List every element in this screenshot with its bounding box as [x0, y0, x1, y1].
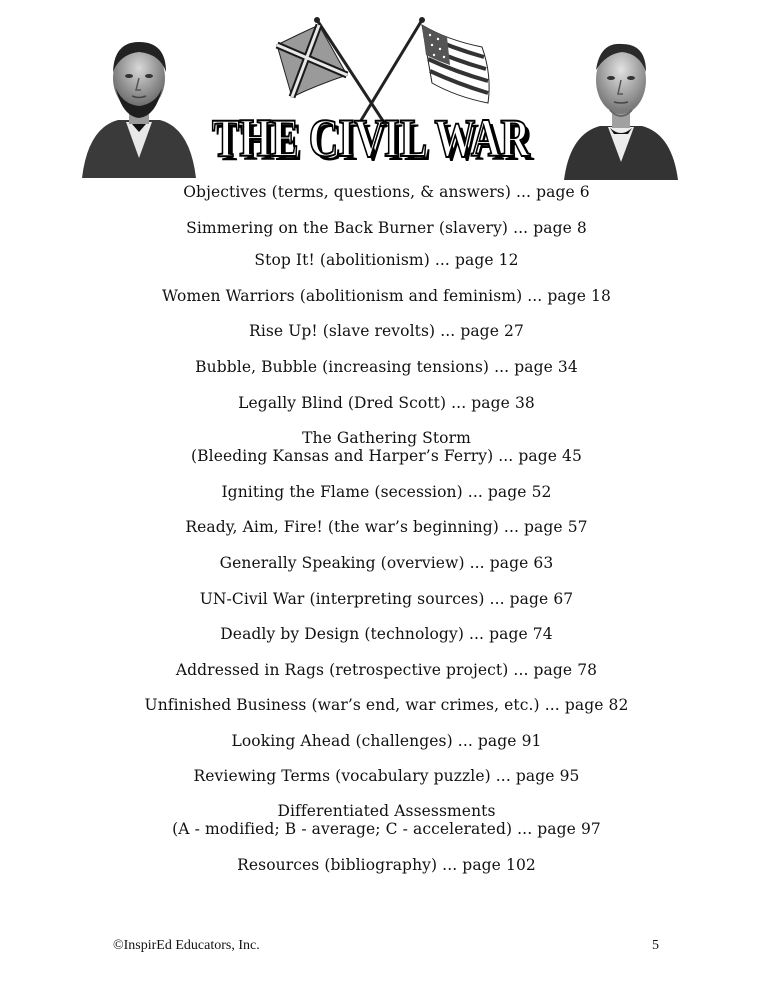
title-shadow: THE CIVIL WAR	[216, 112, 535, 172]
toc-entry-abolitionism: Stop It! (abolitionism) ... page 12	[254, 251, 519, 269]
toc-entry-resources: Resources (bibliography) ... page 102	[237, 856, 536, 874]
toc-entry-war-beginning: Ready, Aim, Fire! (the war’s beginning) ... page 57	[185, 518, 588, 536]
jefferson-davis-portrait-icon	[560, 30, 682, 182]
toc-entry-legally-blind: Legally Blind (Dred Scott) ... page 38	[238, 394, 535, 412]
toc-entry-gathering-storm: The Gathering Storm (Bleeding Kansas and Harper’s Ferry) ... page 45	[191, 429, 582, 465]
abraham-lincoln-portrait-icon	[78, 28, 200, 180]
title-text: THE CIVIL WAR	[212, 108, 531, 168]
page-title	[208, 108, 538, 172]
toc-entry-technology: Deadly by Design (technology) ... page 74	[220, 625, 553, 643]
toc-entry-rise-up: Rise Up! (slave revolts) ... page 27	[249, 322, 524, 340]
page-header	[0, 0, 773, 185]
toc-entry-women-warriors: Women Warriors (abolitionism and feminism) ... page 18	[162, 287, 611, 305]
copyright-notice: ©InspirEd Educators, Inc.	[113, 938, 260, 953]
toc-entry-overview: Generally Speaking (overview) ... page 63	[219, 554, 554, 572]
page-number: 5	[652, 938, 659, 953]
toc-entry-secession: Igniting the Flame (secession) ... page 52	[221, 483, 552, 501]
toc-entry-looking-ahead: Looking Ahead (challenges) ... page 91	[231, 732, 542, 750]
toc-entry-unfinished-business: Unfinished Business (war’s end, war crimes, etc.) ... page 82	[144, 696, 629, 714]
toc-entry-reviewing-terms: Reviewing Terms (vocabulary puzzle) ... page 95	[193, 767, 580, 785]
toc-entry-slavery: Simmering on the Back Burner (slavery) ... page 8	[186, 219, 587, 237]
toc-entry-assessments: Differentiated Assessments (A - modified; B - average; C - accelerated) ... page 97	[172, 802, 601, 838]
toc-entry-bubble: Bubble, Bubble (increasing tensions) ... page 34	[195, 358, 578, 376]
toc-entry-objectives: Objectives (terms, questions, & answers) ... page 6	[183, 183, 590, 201]
toc-entry-interpreting-sources: UN-Civil War (interpreting sources) ... page 67	[199, 590, 574, 608]
toc-entry-retrospective: Addressed in Rags (retrospective project) ... page 78	[175, 661, 598, 679]
